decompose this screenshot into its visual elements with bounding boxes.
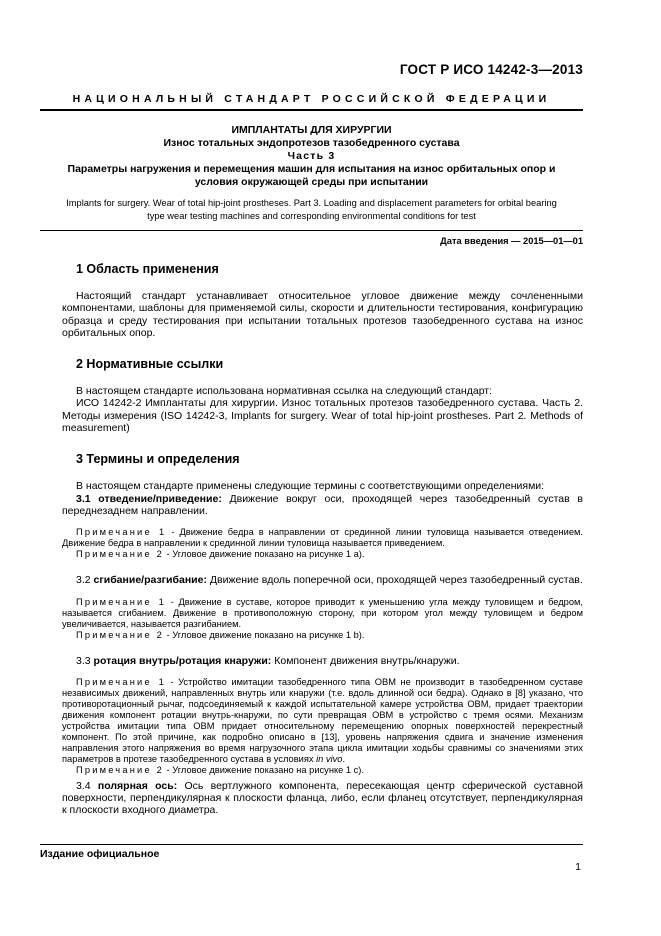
title-line-4: Параметры нагружения и перемещения машин для испытания на износ орбитальных опор и (67, 163, 556, 175)
term-3-2 (62, 574, 583, 586)
note-text: - Устройство имитации тазобедренного типа ОВМ не производит в тазобедренном суставе независимых движений, направленных внутрь или кнаружи (т.е. вдоль длинной оси бедра). Однако в [8] указано, что противоротационный рычаг, подсоединяемый к каждой испытательной камере устройства ОВМ, придает траектории движения компонент ротации внутрь-кнаружи, по сути превращая ОВМ в устройство с тремя осями. Механизм устройства имитации типа ОВМ придает относительному перемещению опорных поверхностей перекрестный компонент. По этой причине, как подробно описано в [13], уровень напряжения сдвига и значение изменения направления этого напряжения во время нагрузочного этапа цикла имитации ходьбы сравнимы со значениями этих параметров в протезе тазобедренного сустава в условиях (62, 676, 583, 764)
note-text: - Угловое движение показано на рисунке 1 а). (166, 549, 365, 560)
term-3-4-number: 3.4 (76, 779, 91, 792)
english-title-line-2: type wear testing machines and corresponding environmental conditions for test (147, 211, 476, 221)
note-text: - Угловое движение показано на рисунке 1 с). (166, 764, 364, 775)
note-italic: in vivo (316, 753, 343, 764)
term-3-1-note-1 (62, 527, 583, 549)
note-text: - Движение в суставе, которое приводит к уменьшению угла между туловищем и бедром, называется сгибанием. Движение в противоположную сторону, при котором угол между туловищем и бедром увеличивается, называется разгибанием. (62, 596, 583, 629)
term-3-2-note-1 (62, 597, 583, 630)
section-3-text: В настоящем стандарте применены следующие термины с соответствующими определениями: (76, 480, 545, 493)
note-label: Примечание 1 (76, 676, 166, 687)
footer-rule (40, 844, 583, 845)
note-label: Примечание 2 (76, 549, 164, 560)
document-body (62, 258, 583, 817)
term-3-1 (62, 493, 583, 518)
introduction-date: Дата введения — 2015—01—01 (440, 236, 583, 246)
section-1-heading: 1 Область применения (76, 262, 219, 276)
title-line-3: Часть 3 (287, 150, 336, 162)
term-3-4 (62, 780, 583, 817)
page-number: 1 (575, 861, 581, 873)
english-title (40, 197, 583, 223)
note-label: Примечание 1 (76, 596, 167, 607)
official-edition-label: Издание официальное (40, 848, 160, 860)
term-3-1-term: отведение/приведение: (98, 492, 222, 505)
term-3-3-note-1 (62, 677, 583, 765)
date-rule (40, 230, 583, 231)
term-3-2-number: 3.2 (76, 574, 91, 587)
header-rule (40, 109, 583, 111)
note-label: Примечание 2 (76, 629, 164, 640)
document-title (40, 124, 583, 189)
term-3-2-term: сгибание/разгибание: (93, 574, 207, 587)
term-3-3-note-2 (62, 765, 583, 776)
standard-code: ГОСТ Р ИСО 14242-3—2013 (399, 62, 583, 77)
term-3-1-definition: Движение вокруг оси, проходящей через тазобедренный сустав в переднезаднем направлении. (62, 492, 583, 517)
term-3-3-term: ротация внутрь/ротация кнаружи: (93, 654, 272, 667)
term-3-1-number: 3.1 (76, 492, 91, 505)
term-3-4-term: полярная ось: (97, 779, 178, 792)
section-1-text: Настоящий стандарт устанавливает относительное угловое движение между сочлененными компонентами, шаблоны для применяемой силы, скорости и длительности тестирования, конфигурацию образца и среду тестирования при испытании тотальных протезов тазобедренного сустава на износ орбитальных опор. (62, 290, 583, 339)
title-line-2: Износ тотальных эндопротезов тазобедренного сустава (163, 137, 460, 149)
term-3-2-note-2 (62, 630, 583, 641)
note-text: - Угловое движение показано на рисунке 1 b). (166, 629, 365, 640)
term-3-4-definition: Ось вертлужного компонента, пересекающая центр сферической суставной поверхности, перпендикулярная к плоскости фланца, либо, если фланец отсутствует, перпендикулярная к плоскости входного диаметра. (62, 779, 584, 817)
term-3-3-definition: Компонент движения внутрь/кнаружи. (274, 654, 460, 667)
section-2-text-2: ИСО 14242-2 Имплантаты для хирургии. Износ тотальных протезов тазобедренного сустава. Часть 2. Методы измерения (ISO 14242-3, Implants for surgery. Wear of total hip-joint prostheses. Part 2. Methods of measurement) (62, 397, 583, 435)
term-3-3-number: 3.3 (76, 654, 91, 667)
national-standard-banner: НАЦИОНАЛЬНЫЙ СТАНДАРТ РОССИЙСКОЙ ФЕДЕРАЦИИ (72, 93, 551, 105)
term-3-1-note-2 (62, 549, 583, 560)
section-3-heading: 3 Термины и определения (76, 452, 240, 467)
note-label: Примечание 2 (76, 764, 164, 775)
note-label: Примечание 1 (76, 527, 167, 538)
section-2-text-1: В настоящем стандарте использована нормативная ссылка на следующий стандарт: (76, 385, 493, 398)
title-line-5: условия окружающей среды при испытании (194, 176, 429, 188)
english-title-line-1: Implants for surgery. Wear of total hip-joint prostheses. Part 3. Loading and displacement parameters for orbital bearing (66, 198, 557, 208)
term-3-2-definition: Движение вдоль поперечной оси, проходящей через тазобедренный сустав. (209, 574, 583, 587)
note-end: . (342, 753, 346, 764)
term-3-3 (62, 655, 583, 667)
note-text: - Движение бедра в направлении от срединной линии туловища называется отведением. Движение бедра в направлении к срединной линии туловища называется приведением. (62, 527, 583, 549)
section-2-heading: 2 Нормативные ссылки (76, 357, 224, 372)
title-line-1: ИМПЛАНТАТЫ ДЛЯ ХИРУРГИИ (231, 124, 392, 136)
